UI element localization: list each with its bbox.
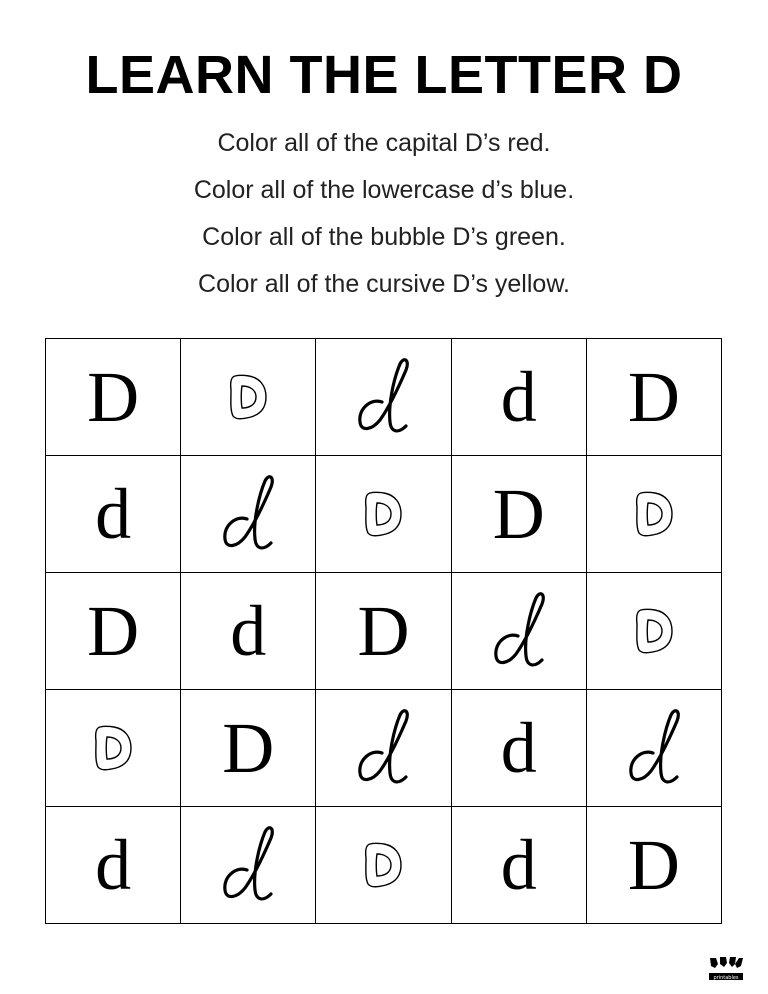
grid-cell-lowercase[interactable] — [46, 456, 181, 573]
grid-cell-capital[interactable] — [316, 573, 451, 690]
grid-cell-capital[interactable] — [587, 339, 722, 456]
grid-cell-capital[interactable] — [181, 690, 316, 807]
grid-cell-capital[interactable] — [46, 339, 181, 456]
cursive-d-label: d — [248, 514, 249, 515]
bubble-d — [92, 723, 134, 773]
grid-cell-lowercase[interactable] — [452, 807, 587, 924]
cursive-d-label: d — [383, 397, 385, 398]
grid-cell-cursive[interactable] — [587, 690, 722, 807]
cursive-d-label: d — [383, 748, 385, 749]
cursive-d — [348, 703, 418, 793]
bubble-d — [362, 489, 404, 539]
grid-cell-bubble[interactable] — [181, 339, 316, 456]
cursive-d — [619, 703, 689, 793]
lowercase-d: d — [500, 708, 537, 788]
bubble-d-label: D — [383, 521, 385, 522]
grid-cell-bubble[interactable] — [587, 573, 722, 690]
grid-cell-capital[interactable] — [452, 456, 587, 573]
lowercase-d: d — [500, 825, 537, 905]
grid-cell-cursive[interactable] — [181, 456, 316, 573]
bubble-d-label: D — [653, 638, 655, 639]
bubble-d-label: D — [653, 521, 655, 522]
grid-cell-bubble[interactable] — [316, 456, 451, 573]
lowercase-d: d — [95, 825, 132, 905]
bubble-d-label: D — [248, 404, 250, 405]
instruction-cursive: Color all of the cursive D’s yellow. — [198, 270, 570, 298]
instruction-lowercase: Color all of the lowercase d’s blue. — [193, 176, 575, 204]
grid-cell-bubble[interactable] — [46, 690, 181, 807]
instruction-bubble: Color all of the bubble D’s green. — [202, 223, 566, 251]
grid-cell-capital[interactable] — [587, 807, 722, 924]
capital-d: D — [87, 357, 140, 437]
bubble-d-label: D — [113, 755, 114, 756]
instructions — [0, 120, 768, 308]
grid-cell-bubble[interactable] — [587, 456, 722, 573]
capital-d: D — [627, 357, 680, 437]
bubble-d — [362, 840, 404, 890]
cursive-d-label: d — [518, 631, 520, 632]
cursive-d — [348, 352, 418, 442]
bubble-d — [227, 372, 269, 422]
grid-cell-bubble[interactable] — [316, 807, 451, 924]
grid-cell-lowercase[interactable] — [181, 573, 316, 690]
page-title: LEARN THE LETTER D — [85, 45, 683, 105]
logo-text: printables — [713, 975, 739, 981]
grid-cell-cursive[interactable] — [181, 807, 316, 924]
bubble-d — [633, 606, 675, 656]
capital-d: D — [222, 708, 275, 788]
capital-d: D — [627, 825, 680, 905]
grid-cell-cursive[interactable] — [316, 690, 451, 807]
cursive-d — [484, 586, 554, 676]
instruction-capital: Color all of the capital D’s red. — [217, 129, 551, 157]
printabulls-logo-icon — [706, 954, 746, 984]
bubble-d — [633, 489, 675, 539]
lowercase-d: d — [95, 474, 132, 554]
letter-grid — [45, 338, 722, 924]
cursive-d-label: d — [248, 865, 249, 866]
capital-d: D — [87, 591, 140, 671]
grid-cell-cursive[interactable] — [316, 339, 451, 456]
grid-cell-capital[interactable] — [46, 573, 181, 690]
lowercase-d: d — [230, 591, 267, 671]
cursive-d-label: d — [653, 748, 655, 749]
grid-cell-lowercase[interactable] — [452, 339, 587, 456]
cursive-d — [213, 820, 283, 910]
capital-d: D — [492, 474, 545, 554]
bubble-d-label: D — [383, 872, 385, 873]
lowercase-d: d — [500, 357, 537, 437]
grid-cell-lowercase[interactable] — [46, 807, 181, 924]
grid-cell-lowercase[interactable] — [452, 690, 587, 807]
capital-d: D — [357, 591, 410, 671]
cursive-d — [213, 469, 283, 559]
grid-cell-cursive[interactable] — [452, 573, 587, 690]
